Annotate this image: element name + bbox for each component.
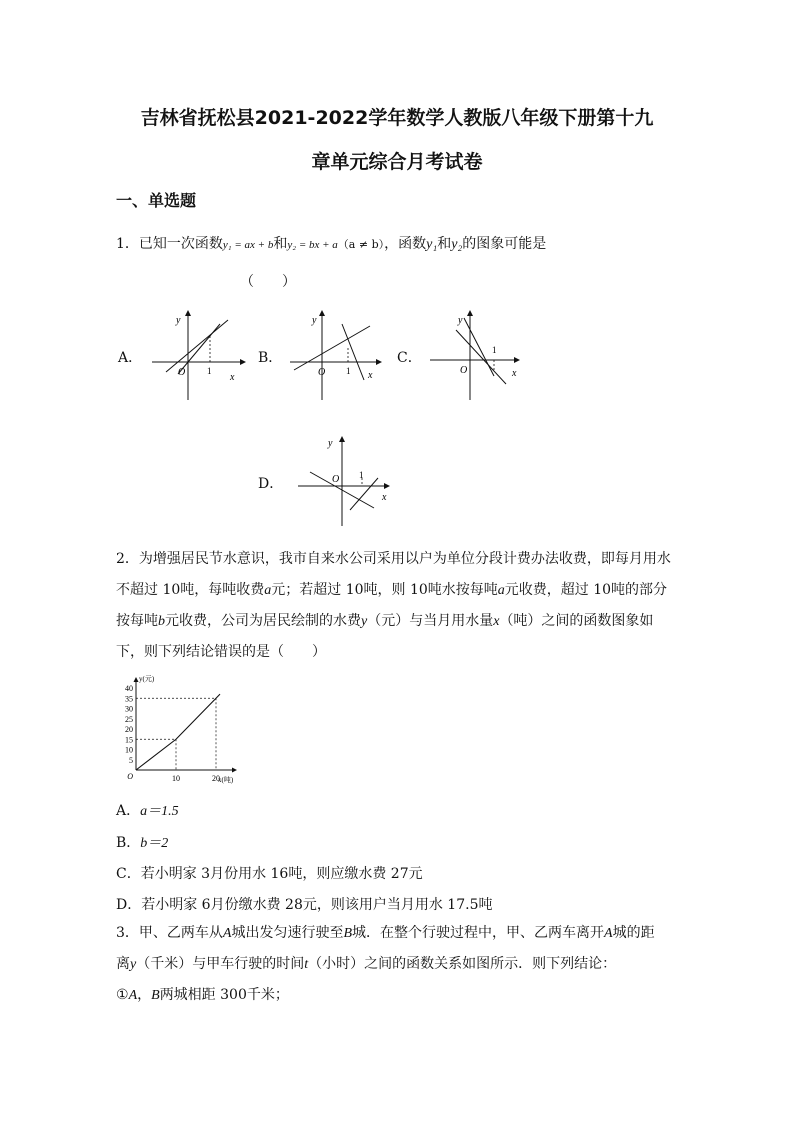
y-tick-label: 35 (125, 694, 133, 704)
y-tick-label: 5 (129, 755, 133, 765)
q1-stem (116, 233, 546, 253)
q2-option-d-text: 若小明家 6月份缴水费 28元，则该用户当月用水 17.5吨 (141, 897, 493, 913)
q3-city-b-2: B (151, 988, 160, 1003)
q1-text-2: 的图象可能是 (462, 236, 547, 252)
y-axis-arrow (134, 677, 139, 682)
q2-stem (116, 544, 676, 668)
q1b-origin-label: O (318, 367, 326, 378)
origin-label: O (127, 772, 133, 781)
q2-option-c-text: 若小明家 3月份用水 16吨，则应缴水费 27元 (140, 866, 423, 882)
q3-text-1d: 城的距 (612, 925, 655, 941)
q2-option-a-label: A． (116, 803, 141, 819)
q2-line-3 (116, 606, 676, 637)
q3-text-1c: 城．在整个行驶过程中，甲、乙两车离开 (352, 925, 605, 941)
q1-formula-1: y₁ = ax + b (222, 239, 274, 251)
y-tick-label: 40 (125, 684, 133, 693)
q2-var-y: y (361, 614, 368, 629)
y-tick-label: 10 (125, 745, 133, 755)
q1-option-d-label: D． (258, 476, 284, 492)
q3-text-2b: （千米）与甲车行驶的时间 (136, 956, 305, 972)
q1-option-c-label: C． (397, 350, 422, 366)
series-line (136, 694, 220, 770)
q3-city-a: A (222, 926, 232, 941)
q2-option-a[interactable] (116, 800, 179, 820)
x-tick-label: 10 (172, 774, 180, 783)
q3-comma: ， (137, 987, 152, 1003)
q3-line-1 (116, 918, 676, 949)
q1-option-c-graph (426, 308, 526, 408)
q3-city-a-2: A (604, 926, 613, 941)
q1-option-b-graph (286, 308, 386, 408)
q1-number: 1．已知一次函数 (116, 236, 223, 252)
q2-var-a-2: a (497, 583, 505, 598)
q1a-x-label: x (230, 372, 235, 383)
q2-var-x: x (493, 614, 500, 629)
y-tick-label: 25 (125, 714, 133, 724)
q1a-origin-label: O (178, 367, 186, 378)
q3-circle-1: ① (116, 987, 129, 1003)
q2-line-4: 下，则下列结论错误的是（ ） (116, 644, 326, 660)
q1c-y-label: y (458, 315, 463, 326)
q1-option-b-label: B． (258, 350, 283, 366)
q1-option-d-graph (294, 434, 394, 530)
title-line-2: 章单元综合月考试卷 (311, 151, 483, 173)
q2-text-2c: 元收费，超过 10吨的部分 (504, 582, 668, 598)
q1-and: 和 (273, 236, 288, 252)
q3-stem (116, 918, 676, 1011)
q2-var-b: b (158, 614, 165, 629)
q1d-x-label: x (382, 492, 387, 503)
q2-water-fee-chart (116, 674, 256, 790)
title-line-1: 吉林省抚松县2021-2022学年数学人教版八年级下册第十九 (140, 107, 654, 129)
q2-line-2 (116, 575, 676, 606)
x-tick-label: 20 (212, 774, 220, 783)
q3-text-2c: （小时）之间的函数关系如图所示．则下列结论： (308, 956, 617, 972)
q2-option-d[interactable] (116, 894, 492, 914)
q1b-one-label: 1 (346, 366, 351, 376)
q3-var-t: t (304, 957, 309, 972)
q3-text-3c: 两城相距 300千米； (159, 987, 289, 1003)
q1-answer-paren: （ ） (240, 274, 296, 290)
q2-option-c-label: C． (116, 866, 141, 882)
q2-option-b-text: b＝2 (140, 836, 169, 851)
x-axis-label: x(吨) (218, 776, 234, 784)
q1-text-1: ，函数 (384, 236, 427, 252)
q3-city-b: B (343, 926, 353, 941)
q2-option-a-text: a＝1.5 (140, 804, 179, 819)
q1-y2: y₂ (451, 237, 463, 252)
q3-city-a-3: A (128, 988, 138, 1003)
q1c-x-label: x (512, 368, 517, 379)
q3-line-3 (116, 980, 676, 1011)
q1-y1: y₁ (426, 237, 438, 252)
q1d-one-label: 1 (359, 470, 364, 480)
x-axis-arrow (232, 768, 237, 773)
q3-var-y: y (130, 957, 137, 972)
q2-option-c[interactable] (116, 863, 423, 883)
q2-line-1: 2．为增强居民节水意识，我市自来水公司采用以户为单位分段计费办法收费，即每月用水 (116, 551, 671, 567)
q2-option-b[interactable] (116, 832, 168, 852)
q1b-y-label: y (312, 315, 317, 326)
y-tick-label: 30 (125, 704, 133, 714)
q1a-one-label: 1 (207, 366, 212, 376)
q1-formula-2: y₂ = bx + a (287, 239, 338, 251)
q2-text-2a: 不超过 10吨，每吨收费 (116, 582, 265, 598)
q1-option-a-graph (148, 308, 248, 408)
section-heading: 一、单选题 (116, 191, 197, 210)
q1d-y-label: y (328, 438, 333, 449)
q3-line-2 (116, 949, 676, 980)
q3-text-1a: 3．甲、乙两车从 (116, 925, 223, 941)
y-tick-label: 20 (125, 725, 133, 734)
q1-and-2: 和 (437, 236, 452, 252)
q1-condition: （a ≠ b） (337, 238, 385, 251)
q2-var-a: a (264, 583, 272, 598)
q2-text-3c: （元）与当月用水量 (367, 613, 494, 629)
q1c-one-label: 1 (492, 345, 497, 355)
y-axis-label: y(元) (139, 675, 155, 683)
q2-text-3b: 元收费，公司为居民绘制的水费 (165, 613, 361, 629)
q1b-x-label: x (368, 370, 373, 381)
q1c-origin-label: O (460, 365, 468, 376)
q2-option-b-label: B． (116, 835, 141, 851)
q3-text-2a: 离 (116, 956, 130, 972)
q1-option-a-label: A． (118, 350, 143, 366)
y-tick-label: 15 (125, 735, 133, 745)
q2-option-d-label: D． (116, 897, 142, 913)
q2-text-2b: 元；若超过 10吨，则 10吨水按每吨 (271, 582, 498, 598)
q1a-y-label: y (176, 315, 181, 326)
q3-text-1b: 城出发匀速行驶至 (231, 925, 344, 941)
q1d-origin-label: O (332, 474, 340, 485)
q2-text-3a: 按每吨 (116, 613, 158, 629)
q2-text-3d: （吨）之间的函数图象如 (499, 613, 654, 629)
document-title (90, 96, 704, 184)
